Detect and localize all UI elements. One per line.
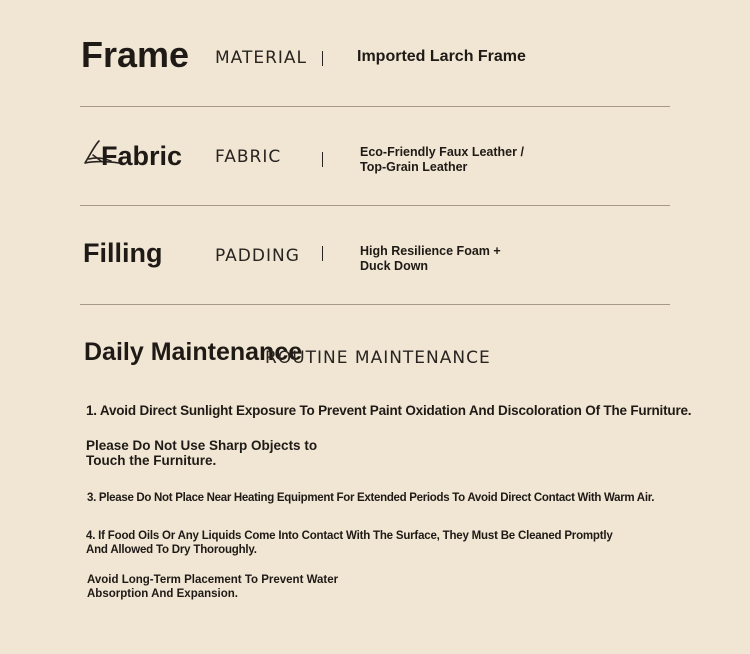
spec-value-fabric [360,145,524,175]
note-line: Avoid Long-Term Placement To Prevent Water [87,574,339,586]
spec-value-line: Top-Grain Leather [360,160,468,174]
spec-title-frame: Frame [81,34,190,75]
spec-value-line: Duck Down [360,259,429,273]
spec-title-fabric: Fabric [101,141,183,171]
note-line: Please Do Not Use Sharp Objects to [86,438,318,453]
note-line: Absorption And Expansion. [87,587,238,600]
note-line: 3. Please Do Not Place Near Heating Equipment For Extended Periods To Avoid Direct Contact With Warm Air. [87,492,655,504]
maintenance-label: ROUTINE MAINTENANCE [265,348,491,368]
spec-separator [322,152,323,167]
spec-value-filling [360,244,501,274]
maintenance-title: Daily Maintenance [84,338,303,366]
maintenance-note-5 [87,574,338,601]
maintenance-note-3 [87,492,654,504]
spec-separator [322,246,323,261]
spec-value-line: Eco-Friendly Faux Leather / [360,145,524,159]
note-line: And Allowed To Dry Thoroughly. [86,543,257,556]
spec-value-line: High Resilience Foam + [360,244,501,258]
maintenance-note-4 [86,530,613,557]
maintenance-note-2 [86,438,317,468]
spec-label-fabric: FABRIC [215,147,282,167]
spec-value-frame [357,48,526,66]
note-line: Touch the Furniture. [86,453,217,468]
spec-value-line: Imported Larch Frame [357,48,526,65]
note-line: 1. Avoid Direct Sunlight Exposure To Prevent Paint Oxidation And Discoloration Of The Furniture. [86,403,692,418]
spec-label-material: MATERIAL [215,48,308,68]
note-line: 4. If Food Oils Or Any Liquids Come Into Contact With The Surface, They Must Be Cleaned Promptly [86,530,613,542]
section-divider [80,106,670,107]
spec-separator [322,51,323,66]
spec-label-padding: PADDING [215,246,300,266]
maintenance-note-1 [86,403,691,418]
spec-title-filling: Filling [83,238,163,268]
section-divider [80,205,670,206]
section-divider [80,304,670,305]
